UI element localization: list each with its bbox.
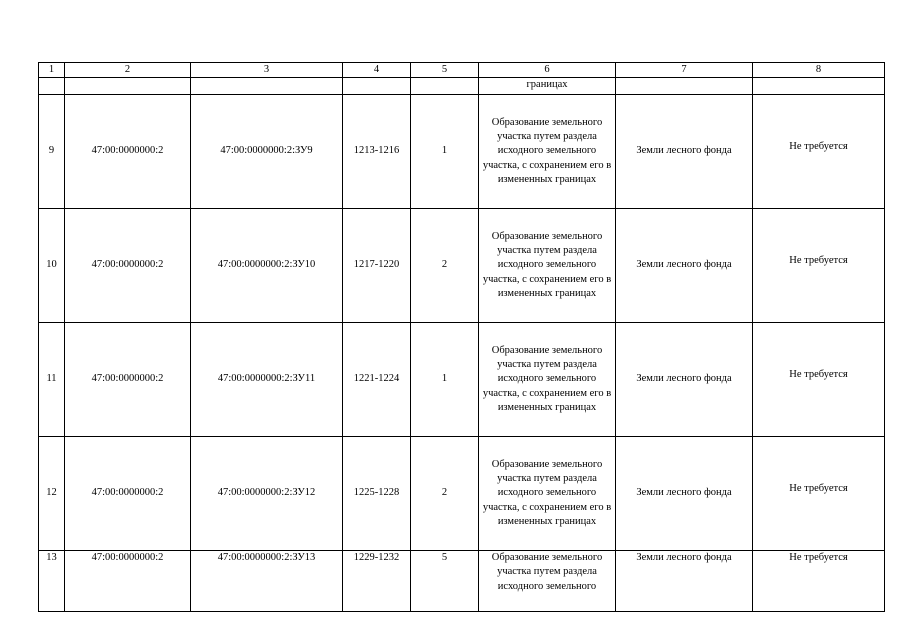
- new-plot-cell: 47:00:0000000:2:ЗУ13: [191, 551, 343, 612]
- table-row: [39, 551, 885, 612]
- land-category-cell: Земли лесного фонда: [616, 209, 753, 323]
- new-plot-cell: 47:00:0000000:2:ЗУ10: [191, 209, 343, 323]
- empty-cell: [753, 78, 885, 95]
- point-range-cell: 1225-1228: [343, 437, 411, 551]
- column-header: 1: [39, 63, 65, 78]
- formation-method-cell: Образование земельного участка путем раздела исходного земельного участка, с сохранением его в измененных границах: [479, 323, 616, 437]
- empty-cell: [411, 78, 479, 95]
- point-range-cell: 1213-1216: [343, 95, 411, 209]
- column-header: 6: [479, 63, 616, 78]
- row-number-cell: 9: [39, 95, 65, 209]
- note-cell: Не требуется: [753, 209, 885, 323]
- column-header: 8: [753, 63, 885, 78]
- column-header: 2: [65, 63, 191, 78]
- empty-cell: [616, 78, 753, 95]
- table-row: [39, 437, 885, 551]
- count-cell: 1: [411, 323, 479, 437]
- count-cell: 1: [411, 95, 479, 209]
- header-row: [39, 63, 885, 78]
- land-category-cell: Земли лесного фонда: [616, 437, 753, 551]
- empty-cell: [343, 78, 411, 95]
- cadastral-number-cell: 47:00:0000000:2: [65, 551, 191, 612]
- continuation-row: [39, 78, 885, 95]
- land-plots-table: [38, 62, 885, 612]
- cadastral-number-cell: 47:00:0000000:2: [65, 437, 191, 551]
- land-category-cell: Земли лесного фонда: [616, 323, 753, 437]
- table-row: [39, 95, 885, 209]
- note-cell: Не требуется: [753, 95, 885, 209]
- point-range-cell: 1221-1224: [343, 323, 411, 437]
- row-number-cell: 12: [39, 437, 65, 551]
- formation-method-cell: Образование земельного участка путем раздела исходного земельного участка, с сохранением его в измененных границах: [479, 209, 616, 323]
- column-header: 7: [616, 63, 753, 78]
- new-plot-cell: 47:00:0000000:2:ЗУ12: [191, 437, 343, 551]
- cadastral-number-cell: 47:00:0000000:2: [65, 323, 191, 437]
- note-cell: Не требуется: [753, 437, 885, 551]
- column-header: 3: [191, 63, 343, 78]
- column-header: 4: [343, 63, 411, 78]
- row-number-cell: 10: [39, 209, 65, 323]
- row-number-cell: 11: [39, 323, 65, 437]
- table-row: [39, 323, 885, 437]
- empty-cell: [65, 78, 191, 95]
- formation-method-cell: Образование земельного участка путем раздела исходного земельного участка, с сохранением его в измененных границах: [479, 95, 616, 209]
- table-row: [39, 209, 885, 323]
- column-header: 5: [411, 63, 479, 78]
- count-cell: 2: [411, 209, 479, 323]
- cadastral-number-cell: 47:00:0000000:2: [65, 95, 191, 209]
- empty-cell: [191, 78, 343, 95]
- count-cell: 5: [411, 551, 479, 612]
- land-category-cell: Земли лесного фонда: [616, 551, 753, 612]
- point-range-cell: 1229-1232: [343, 551, 411, 612]
- new-plot-cell: 47:00:0000000:2:ЗУ11: [191, 323, 343, 437]
- note-cell: Не требуется: [753, 323, 885, 437]
- point-range-cell: 1217-1220: [343, 209, 411, 323]
- formation-method-cell: Образование земельного участка путем раздела исходного земельного: [479, 551, 616, 612]
- row-number-cell: 13: [39, 551, 65, 612]
- new-plot-cell: 47:00:0000000:2:ЗУ9: [191, 95, 343, 209]
- formation-continued-cell: границах: [479, 78, 616, 95]
- cadastral-number-cell: 47:00:0000000:2: [65, 209, 191, 323]
- note-cell: Не требуется: [753, 551, 885, 612]
- count-cell: 2: [411, 437, 479, 551]
- land-category-cell: Земли лесного фонда: [616, 95, 753, 209]
- empty-cell: [39, 78, 65, 95]
- formation-method-cell: Образование земельного участка путем раздела исходного земельного участка, с сохранением его в измененных границах: [479, 437, 616, 551]
